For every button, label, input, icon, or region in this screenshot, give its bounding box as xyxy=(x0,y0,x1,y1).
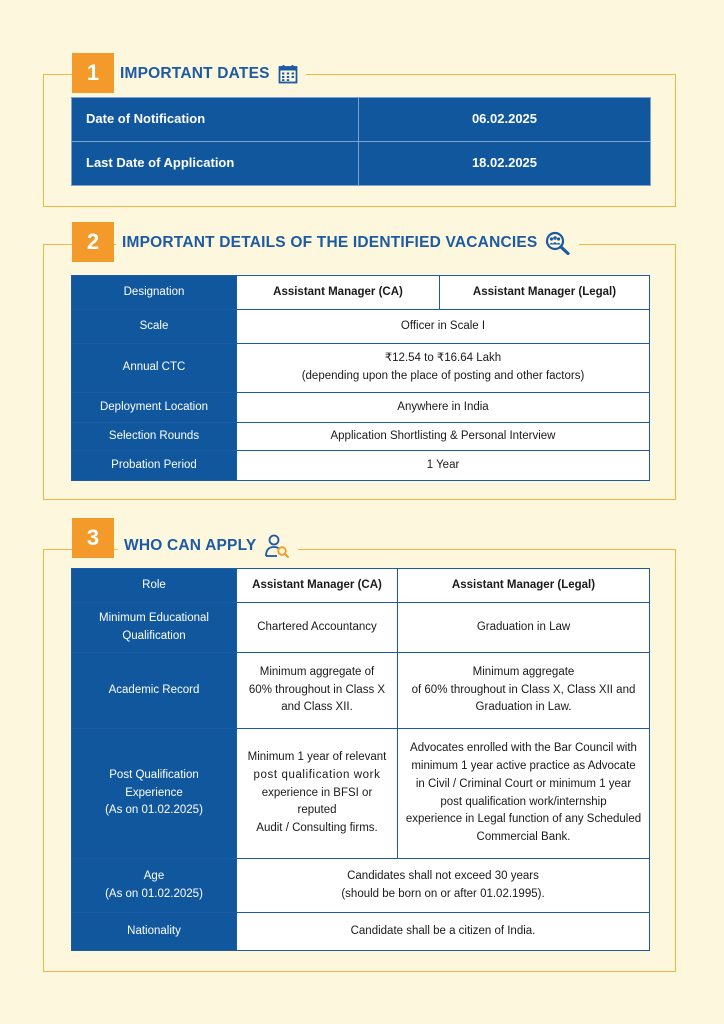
table-row xyxy=(72,603,650,653)
table-row xyxy=(72,451,650,481)
cell-line: Candidates shall not exceed 30 years xyxy=(347,869,539,882)
row-label: Academic Record xyxy=(72,653,237,729)
cell-line: of 60% throughout in Class X, Class XII and xyxy=(411,683,636,696)
table-cell: Chartered Accountancy xyxy=(237,603,398,653)
table-cell: Anywhere in India xyxy=(237,393,650,423)
table-row xyxy=(72,310,650,344)
date-value: 06.02.2025 xyxy=(359,98,651,142)
label-line: Post Qualification xyxy=(109,768,199,781)
label-line: Age xyxy=(143,869,165,882)
cell-line: minimum 1 year active practice as Advocate xyxy=(411,759,636,772)
table-row xyxy=(72,569,650,603)
label-line: Minimum Educational xyxy=(99,611,209,624)
row-label: Probation Period xyxy=(72,451,237,481)
vacancy-details-table xyxy=(71,275,650,481)
section-number-badge: 1 xyxy=(72,53,114,93)
table-cell xyxy=(237,859,650,913)
label-line: Experience xyxy=(125,786,183,799)
cell-line: Graduation in Law. xyxy=(475,701,572,714)
table-cell xyxy=(237,653,398,729)
table-row xyxy=(72,98,651,142)
row-label: Selection Rounds xyxy=(72,423,237,451)
section-title xyxy=(116,229,579,257)
column-header: Assistant Manager (CA) xyxy=(237,276,440,310)
label-line: (As on 01.02.2025) xyxy=(105,887,203,900)
person-search-icon xyxy=(264,533,290,559)
cell-line: Minimum 1 year of relevant xyxy=(247,750,387,763)
section-title-text: IMPORTANT DATES xyxy=(120,65,270,82)
section-title-text: WHO CAN APPLY xyxy=(124,537,257,554)
row-label: Nationality xyxy=(72,913,237,951)
cell-line: and Class XII. xyxy=(281,701,353,714)
table-cell xyxy=(398,653,650,729)
table-row xyxy=(72,913,650,951)
cell-line: Minimum aggregate xyxy=(472,665,575,678)
table-row xyxy=(72,859,650,913)
cell-line: 60% throughout in Class X xyxy=(248,683,386,696)
row-label xyxy=(72,859,237,913)
label-line: Qualification xyxy=(122,629,186,642)
date-value: 18.02.2025 xyxy=(359,142,651,186)
label-line: (As on 01.02.2025) xyxy=(105,804,203,817)
row-label: Scale xyxy=(72,310,237,344)
calendar-icon xyxy=(278,64,298,84)
ctc-note: (depending upon the place of posting and other factors) xyxy=(301,370,585,382)
row-label: Designation xyxy=(72,276,237,310)
table-cell xyxy=(398,729,650,859)
important-dates-table xyxy=(71,97,651,186)
cell-line: (should be born on or after 01.02.1995). xyxy=(341,887,545,900)
section-number-badge: 3 xyxy=(72,518,114,558)
section-number-badge: 2 xyxy=(72,222,114,262)
table-row xyxy=(72,276,650,310)
table-row xyxy=(72,393,650,423)
row-label: Deployment Location xyxy=(72,393,237,423)
cell-line: post qualification work/internship xyxy=(440,795,607,808)
section-title xyxy=(118,532,298,560)
table-row xyxy=(72,653,650,729)
cell-line: Minimum aggregate of xyxy=(259,665,375,678)
row-label xyxy=(72,729,237,859)
row-label: Role xyxy=(72,569,237,603)
cell-line: Commercial Bank. xyxy=(476,831,571,844)
table-cell: Candidate shall be a citizen of India. xyxy=(237,913,650,951)
table-row xyxy=(72,344,650,393)
date-label: Date of Notification xyxy=(72,98,359,142)
cell-line: experience in BFSI or reputed xyxy=(261,786,373,817)
cell-line: experience in Legal function of any Scheduled xyxy=(405,813,642,826)
table-cell: 1 Year xyxy=(237,451,650,481)
row-label xyxy=(72,603,237,653)
column-header: Assistant Manager (Legal) xyxy=(440,276,650,310)
cell-line: Advocates enrolled with the Bar Council with xyxy=(410,742,637,755)
section-title xyxy=(114,60,306,88)
column-header: Assistant Manager (CA) xyxy=(237,569,398,603)
table-cell xyxy=(237,344,650,393)
cell-line: post qualification work xyxy=(253,768,381,781)
table-cell: Graduation in Law xyxy=(398,603,650,653)
date-label: Last Date of Application xyxy=(72,142,359,186)
table-row xyxy=(72,142,651,186)
section-title-text: IMPORTANT DETAILS OF THE IDENTIFIED VACANCIES xyxy=(122,234,538,251)
table-cell: Application Shortlisting & Personal Interview xyxy=(237,423,650,451)
column-header: Assistant Manager (Legal) xyxy=(398,569,650,603)
ctc-range: ₹12.54 to ₹16.64 Lakh xyxy=(384,352,502,365)
row-label: Annual CTC xyxy=(72,344,237,393)
table-row xyxy=(72,423,650,451)
eligibility-table xyxy=(71,568,650,951)
table-row xyxy=(72,729,650,859)
table-cell xyxy=(237,729,398,859)
cell-line: Audit / Consulting firms. xyxy=(256,822,378,835)
people-search-icon xyxy=(545,231,571,255)
table-cell: Officer in Scale I xyxy=(237,310,650,344)
cell-line: in Civil / Criminal Court or minimum 1 year xyxy=(415,777,632,790)
